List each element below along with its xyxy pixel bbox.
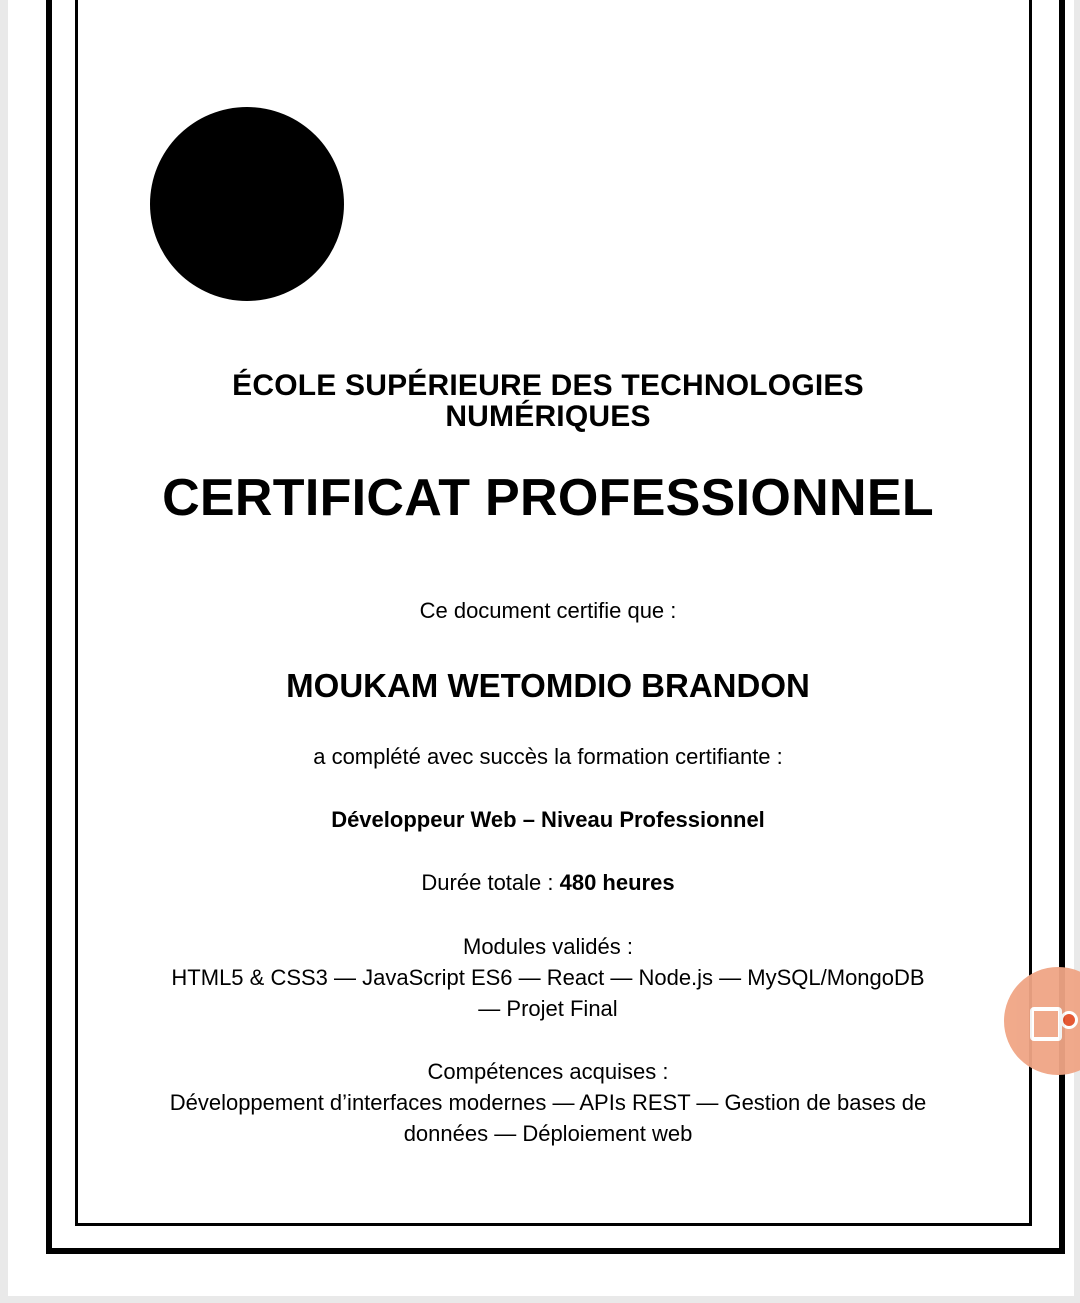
skills-section xyxy=(108,1056,988,1149)
seal-emblem xyxy=(150,107,344,301)
duration-label: Durée totale : xyxy=(421,870,560,895)
school-name xyxy=(108,370,988,432)
certificate-page xyxy=(8,0,1074,1296)
certificate-title: CERTIFICAT PROFESSIONNEL xyxy=(162,469,934,527)
completion-text: a complété avec succès la formation certifiante : xyxy=(313,744,783,769)
modules-label: Modules validés : xyxy=(463,934,633,959)
modules-line2: — Projet Final xyxy=(478,996,618,1021)
skills-line2: données — Déploiement web xyxy=(403,1121,693,1146)
school-name-line2: NUMÉRIQUES xyxy=(445,400,651,433)
school-name-line1: ÉCOLE SUPÉRIEURE DES TECHNOLOGIES xyxy=(232,369,864,402)
recipient-name: MOUKAM WETOMDIO BRANDON xyxy=(286,667,810,704)
duration-value: 480 heures xyxy=(559,870,675,895)
intro-text: Ce document certifie que : xyxy=(419,598,677,623)
modules-line1: HTML5 & CSS3 — JavaScript ES6 — React — Node.js — MySQL/MongoDB xyxy=(171,965,925,990)
camera-icon xyxy=(1030,1007,1062,1041)
duration xyxy=(108,869,988,897)
course-name: Développeur Web – Niveau Professionnel xyxy=(331,807,765,832)
record-dot-icon xyxy=(1060,1011,1078,1029)
skills-label: Compétences acquises : xyxy=(427,1059,669,1084)
modules-section xyxy=(108,931,988,1024)
skills-line1: Développement d’interfaces modernes — APIs REST — Gestion de bases de xyxy=(169,1090,927,1115)
